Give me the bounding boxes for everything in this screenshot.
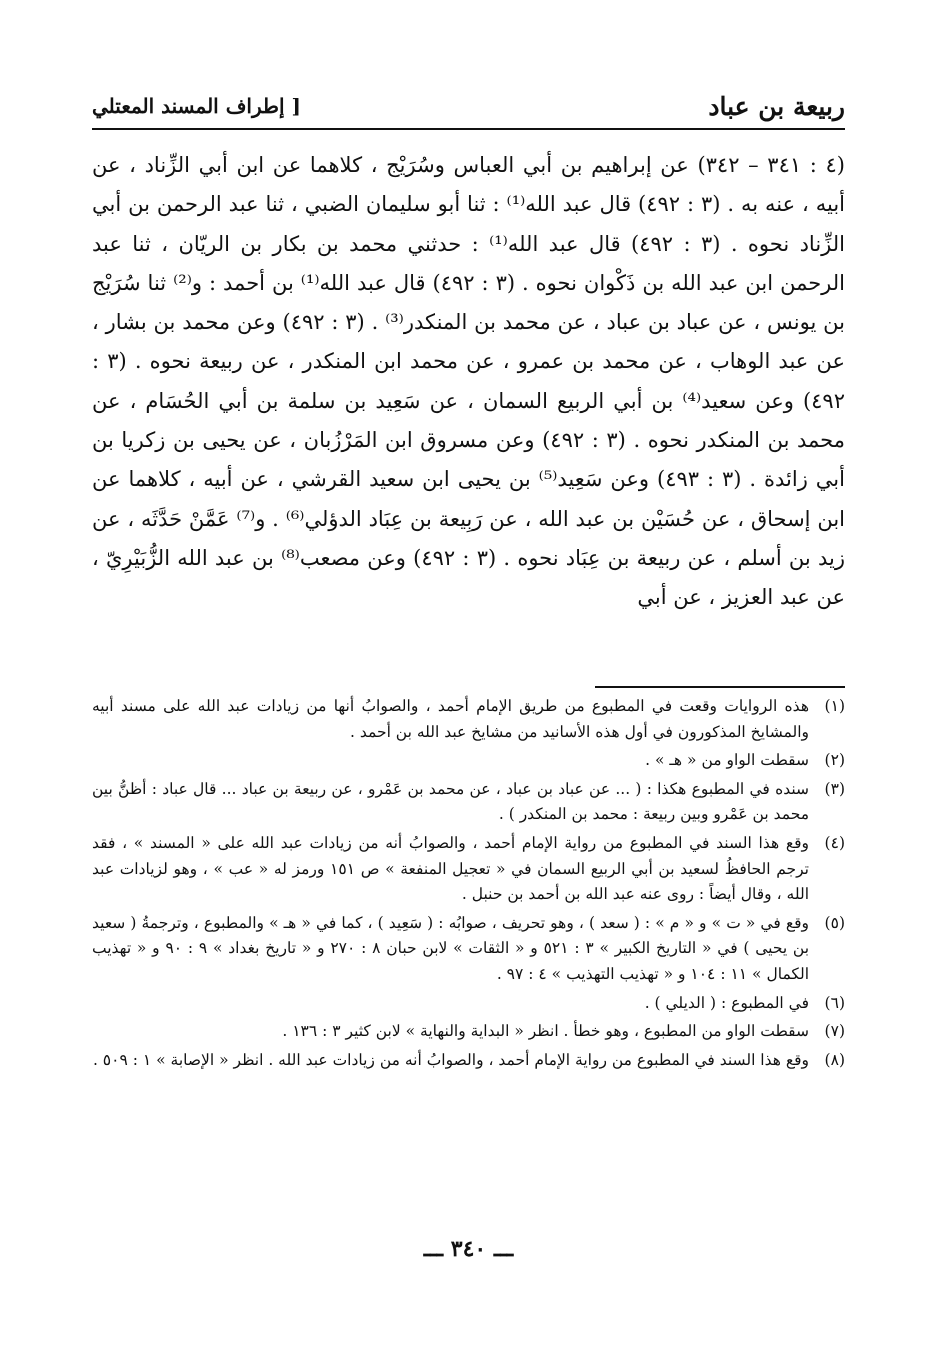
footnote-number: (٣): [824, 779, 845, 798]
footnote-7: [92, 1019, 845, 1045]
footnote-4: [92, 831, 845, 908]
header-book-title: [ إطراف المسند المعتلي: [92, 94, 301, 118]
footnote-text: سقطت الواو من « هـ » .: [645, 751, 809, 770]
page-number: ـــ ٣٤٠ ـــ: [423, 1236, 514, 1262]
footnote-number: (٨): [824, 1050, 845, 1069]
main-text: [92, 146, 845, 618]
footnote-text: وقع هذا السند في المطبوع من رواية الإمام أحمد ، والصوابُ أنه من زيادات عبد الله على « المسند » ، فقد ترجم الحافظُ لسعيد بن أبي الربيع السمان في « تعجيل المنفعة » ص ١٥١ ورمز له « عب » ، وهو لزيادات عبد الله ، وقال أيضاً : روى عنه عبد الله بن أحمد بن حنبل .: [92, 833, 809, 904]
footnote-number: (٢): [824, 751, 845, 770]
footnote-number: (٥): [824, 913, 845, 932]
footnote-1: [92, 694, 845, 745]
footnote-6: [92, 991, 845, 1017]
body-paragraph: (٤ : ٣٤١ – ٣٤٢) عن إبراهيم بن أبي العباس وسُرَيْج ، كلاهما عن ابن أبي الزِّناد ، عن أبيه ، عنه به . (٣ : ٤٩٢) قال عبد الله⁽¹⁾ : ثنا أبو سليمان الضبي ، ثنا عبد الرحمن بن أبي الزِّناد نحوه . (٣ : ٤٩٢) قال عبد الله⁽¹⁾ : حدثني محمد بن بكار بن الريّان ، ثنا عبد الرحمن ابن عبد الله بن ذَكْوان نحوه . (٣ : ٤٩٢) قال عبد الله⁽¹⁾ بن أحمد : و⁽²⁾ ثنا سُرَيْج بن يونس ، عن عباد بن عباد ، عن محمد بن المنكدر⁽³⁾ . (٣ : ٤٩٢) وعن محمد بن بشار ، عن عبد الوهاب ، عن محمد بن عمرو ، عن محمد ابن المنكدر ، عن ربيعة نحوه . (٣ : ٤٩٢) وعن سعيد⁽⁴⁾ بن أبي الربيع السمان ، عن سَعِيد بن سلمة بن أبي الحُسَام ، عن محمد بن المنكدر نحوه . (٣ : ٤٩٢) وعن مسروق ابن المَرْزُبان ، عن يحيى بن زكريا بن أبي زائدة . (٣ : ٤٩٣) وعن سَعِيد⁽⁵⁾ بن يحيى ابن سعيد القرشي ، عن أبيه ، كلاهما عن ابن إسحاق ، عن حُسَيْن بن عبد الله ، عن رَبِيعة بن عِبَاد الدؤلي⁽⁶⁾ . و⁽⁷⁾ عَمَّنْ حَدَّثَه ، عن زيد بن أسلم ، عن ربيعة بن عِبَاد نحوه . (٣ : ٤٩٢) وعن مصعب⁽⁸⁾ بن عبد الله الزُّبَيْرِيّ ، عن عبد العزيز ، عن أبي: [92, 153, 846, 610]
footnotes: [92, 694, 845, 1076]
footnote-text: هذه الروايات وقعت في المطبوع من طريق الإمام أحمد ، والصوابُ أنها من زيادات عبد الله على مسند أبيه والمشايخ المذكورون في أول هذه الأسانيد من مشايخ عبد الله بن أحمد .: [92, 697, 809, 741]
footnote-text: وقع في « ت » و « م » : ( سعد ) ، وهو تحريف ، صوابُه : ( سَعِيد ) ، كما في « هـ » والمطبوع ، وترجمةُ ( سعيد بن يحيى ) في « التاريخ الكبير » ٣ : ٥٢١ و « الثقات » لابن حبان ٨ : ٢٧٠ و « تاريخ بغداد » ٩ : ٩٠ و « تهذيب الكمال » ١١ : ١٠٤ و « تهذيب التهذيب » ٤ : ٩٧ .: [92, 913, 810, 983]
header-section-title: ربيعة بن عباد: [708, 92, 845, 121]
footnote-number: (٦): [824, 993, 845, 1012]
footnote-number: (٤): [824, 833, 845, 852]
footnote-text: في المطبوع : ( الديلي ) .: [644, 993, 809, 1012]
footnote-5: [92, 911, 845, 988]
footnote-text: سقطت الواو من المطبوع ، وهو خطأ . انظر « البداية والنهاية » لابن كثير ٣ : ١٣٦ .: [282, 1022, 809, 1041]
footnote-text: وقع هذا السند في المطبوع من رواية الإمام أحمد ، والصوابُ أنه من زيادات عبد الله . انظر « الإصابة » ١ : ٥٠٩ .: [92, 1050, 809, 1069]
footnote-text: سنده في المطبوع هكذا : ( ... عن عباد بن عباد ، عن محمد بن عَمْرو ، عن ربيعة بن عباد ... قال عباد : أظنُّ بين محمد بن عَمْرو وبين ربيعة : محمد بن المنكدر ) .: [92, 779, 809, 824]
footnote-separator: [595, 686, 845, 688]
footnote-3: [92, 777, 845, 828]
footnote-number: (٧): [824, 1022, 845, 1041]
footnote-8: [92, 1048, 845, 1074]
footnote-2: [92, 748, 845, 774]
header-rule: [92, 128, 845, 130]
running-header: [92, 86, 845, 130]
footnote-number: (١): [824, 697, 845, 715]
